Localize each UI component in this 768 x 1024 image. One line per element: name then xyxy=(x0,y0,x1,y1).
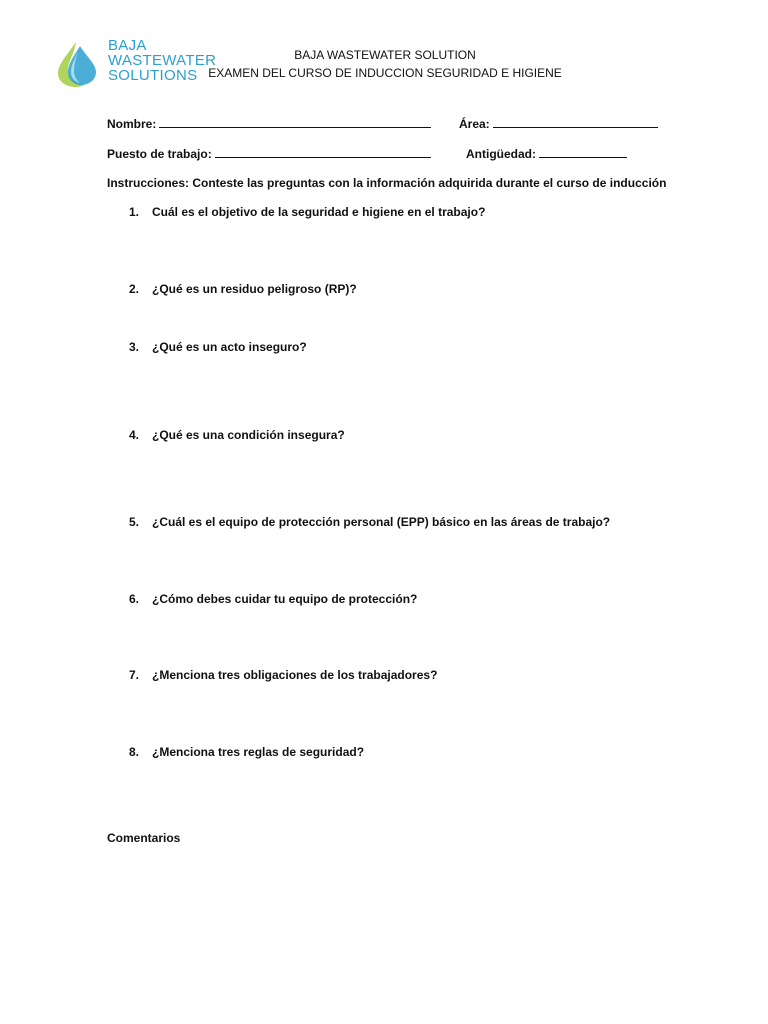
puesto-label: Puesto de trabajo: xyxy=(107,147,212,161)
question-4 xyxy=(129,428,345,442)
puesto-blank[interactable] xyxy=(215,147,431,158)
antiguedad-blank[interactable] xyxy=(539,147,627,158)
question-7 xyxy=(129,668,437,682)
question-text: ¿Menciona tres obligaciones de los trabajadores? xyxy=(152,668,438,682)
question-number: 1. xyxy=(129,205,140,219)
nombre-blank[interactable] xyxy=(159,117,431,128)
question-number: 2. xyxy=(129,282,140,296)
question-number: 6. xyxy=(129,592,140,606)
instructions-text: Instrucciones: Conteste las preguntas con la información adquirida durante el curso de inducción xyxy=(107,176,667,190)
company-name: BAJA WASTEWATER SOLUTION xyxy=(294,48,476,62)
puesto-field[interactable] xyxy=(107,147,431,161)
area-label: Área: xyxy=(459,117,490,131)
nombre-field[interactable] xyxy=(107,117,431,131)
question-number: 7. xyxy=(129,668,140,682)
question-text: ¿Qué es un residuo peligroso (RP)? xyxy=(152,282,357,296)
question-2 xyxy=(129,282,357,296)
question-number: 3. xyxy=(129,340,140,354)
comments-label: Comentarios xyxy=(107,831,181,845)
area-blank[interactable] xyxy=(493,117,658,128)
question-3 xyxy=(129,340,307,354)
question-text: ¿Qué es una condición insegura? xyxy=(152,428,345,442)
logo-line-baja: BAJA xyxy=(108,37,147,54)
question-text: ¿Cuál es el equipo de protección personal (EPP) básico en las áreas de trabajo? xyxy=(152,515,611,529)
question-5 xyxy=(129,515,610,529)
logo-line-wastewater: WASTEWATER xyxy=(108,52,217,69)
water-drop-logo-icon xyxy=(56,40,100,88)
document-header xyxy=(150,46,620,82)
question-number: 4. xyxy=(129,428,140,442)
antiguedad-label: Antigüedad: xyxy=(466,147,536,161)
question-text: ¿Qué es un acto inseguro? xyxy=(152,340,307,354)
question-8 xyxy=(129,745,364,759)
exam-title: EXAMEN DEL CURSO DE INDUCCION SEGURIDAD E HIGIENE xyxy=(208,66,562,80)
area-field[interactable] xyxy=(459,117,658,131)
logo-line-solutions: SOLUTIONS xyxy=(108,67,198,84)
question-text: Cuál es el objetivo de la seguridad e higiene en el trabajo? xyxy=(152,205,486,219)
question-text: ¿Cómo debes cuidar tu equipo de protección? xyxy=(152,592,418,606)
question-number: 5. xyxy=(129,515,140,529)
antiguedad-field[interactable] xyxy=(466,147,627,161)
question-6 xyxy=(129,592,417,606)
question-1 xyxy=(129,205,485,219)
nombre-label: Nombre: xyxy=(107,117,157,131)
question-number: 8. xyxy=(129,745,140,759)
question-text: ¿Menciona tres reglas de seguridad? xyxy=(152,745,365,759)
